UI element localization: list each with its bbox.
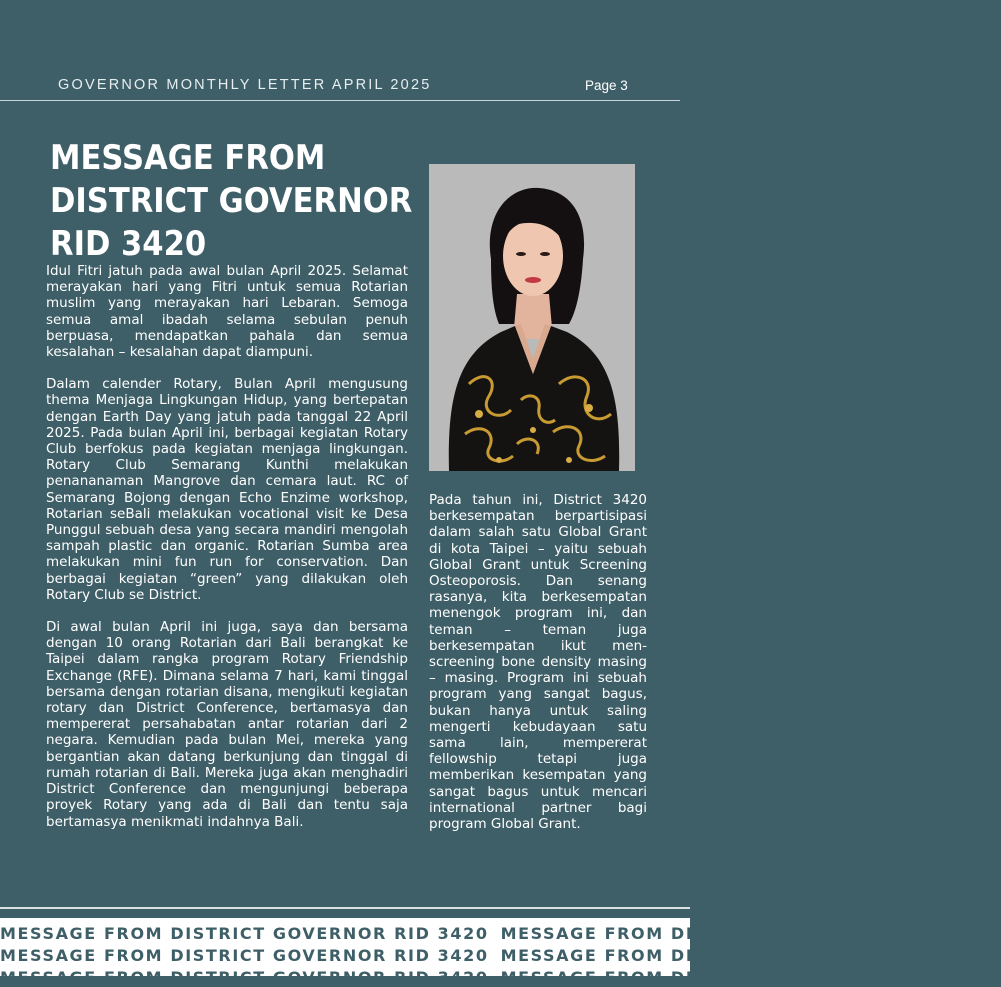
page-number: Page 3 bbox=[585, 78, 628, 93]
footer-band-text: MESSAGE FROM DISTRICT GOVERNOR RID 3420 bbox=[500, 968, 990, 987]
title-line-3: RID 3420 bbox=[50, 224, 207, 264]
newsletter-header-title: GOVERNOR MONTHLY LETTER APRIL 2025 bbox=[58, 77, 432, 93]
article-paragraph: Di awal bulan April ini juga, saya dan bersama dengan 10 orang Rotarian dari Bali berangkat ke Taipei dalam rangka program Rotary Friendship Exchange (RFE). Dimana selama 7 hari, kami tinggal bersama dengan rotarian disana, mengikuti kegiatan rotary dan District Conference, bertamasya dan mempererat persahabatan antar rotarian dari 2 negara. Kemudian pada bulan Mei, mereka yang bergantian akan datang berkunjung dan tinggal di rumah rotarian di Bali. Mereka juga akan menghadiri District Conference dan mengunjungi beberapa proyek Rotary yang ada di Bali dan tentu saja bertamasya menikmati indahnya Bali. bbox=[46, 619, 408, 830]
footer-band-text: MESSAGE FROM DISTRICT GOVERNOR RID 3420 bbox=[0, 968, 489, 987]
footer-band-text: MESSAGE FROM DISTRICT GOVERNOR RID 3420 bbox=[0, 946, 489, 965]
footer-band-text: MESSAGE FROM DISTRICT GOVERNOR RID 3420 bbox=[500, 946, 990, 965]
title-line-1: MESSAGE FROM bbox=[50, 138, 326, 178]
portrait-photo-icon bbox=[429, 164, 635, 471]
page-title bbox=[50, 137, 412, 266]
footer-band-row bbox=[0, 968, 1001, 987]
article-paragraph: Pada tahun ini, District 3420 berkesempatan berpartisipasi dalam salah satu Global Grant di kota Taipei – yaitu sebuah Global Grant untuk Screening Osteoporosis. Dan senang rasanya, kita berkesempatan menengok program ini, dan teman – teman juga berkesempatan ikut men-screening bone density masing – masing. Program ini sebuah program yang sangat bagus, bukan hanya untuk saling mengerti kebudayaan satu sama lain, mempererat fellowship tetapi juga memberikan kesempatan yang sangat bagus untuk mencari international partner bagi program Global Grant. bbox=[429, 492, 647, 833]
header-divider bbox=[0, 100, 680, 101]
article-left-column bbox=[46, 263, 408, 846]
article-paragraph: Dalam calender Rotary, Bulan April mengusung thema Menjaga Lingkungan Hidup, yang bertepatan dengan Earth Day yang jatuh pada tanggal 22 April 2025. Pada bulan April ini, berbagai kegiatan Rotary Club berfokus pada kegiatan menjaga lingkungan. Rotary Club Semarang Kunthi melakukan penananaman Mangrove dan cemara laut. RC of Semarang Bojong dengan Echo Enzime workshop, Rotarian seBali melakukan vocational visit ke Desa Punggul sebuah desa yang secara mandiri mengolah sampah plastic dan organic. Rotarian Sumba area melakukan mini fun run for conservation. Dan berbagai kegiatan “green” yang dilakukan oleh Rotary Club se District. bbox=[46, 376, 408, 603]
footer-divider bbox=[0, 907, 690, 909]
article-right-column bbox=[429, 492, 647, 848]
footer-banner bbox=[0, 918, 990, 987]
footer-band-row bbox=[0, 924, 1001, 943]
governor-portrait bbox=[429, 164, 635, 471]
footer-band-text: MESSAGE FROM DISTRICT GOVERNOR RID 3420 bbox=[0, 924, 489, 943]
title-line-2: DISTRICT GOVERNOR bbox=[50, 181, 413, 221]
footer-band-text: MESSAGE FROM DISTRICT GOVERNOR RID 3420 bbox=[500, 924, 990, 943]
article-paragraph: Idul Fitri jatuh pada awal bulan April 2025. Selamat merayakan hari yang Fitri untuk semua Rotarian muslim yang merayakan hari Lebaran. Semoga semua amal ibadah selama sebulan penuh berpuasa, mendapatkan pahala dan semua kesalahan – kesalahan dapat diampuni. bbox=[46, 263, 408, 361]
footer-band-row bbox=[0, 946, 1001, 965]
